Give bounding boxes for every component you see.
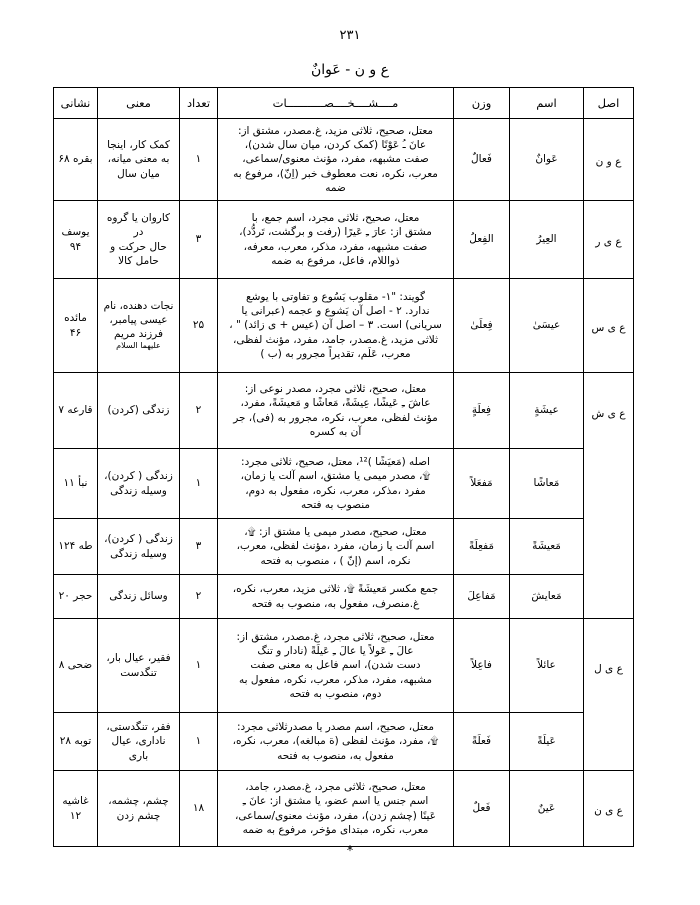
meaning-line: فقر، تنگدستی، (106, 721, 171, 734)
specs-line: معتل، صحیح، مصدر میمی یا مشتق از: ۩، (244, 526, 427, 539)
specs-line: عانَ ـُ عَوْنًا (کمک کردن، میان سال شدن)، (244, 139, 427, 152)
meaning-cell (98, 279, 180, 373)
table-row (54, 619, 634, 713)
location-cell: نبأ ۱۱ (54, 449, 98, 519)
root-cell: ع ی ل (584, 619, 634, 713)
meaning-line: نجات دهنده، نام (103, 299, 174, 312)
count-cell: ۱ (180, 119, 218, 201)
meaning-note: علیهما السلام (116, 341, 161, 351)
specs-line: صفت مشبهه، مفرد، مذکر، معرب، معرفه، (243, 240, 428, 253)
meaning-line: وسائل زندگی (109, 590, 168, 603)
specs-line: معتل، صحیح، ثلاثی مجرد، اسم جمع، با (251, 212, 420, 225)
specs-line: عَینًا (چشم زدن)، مفرد، مؤنث معنوی/سماعی، (235, 809, 436, 822)
specs-cell (218, 373, 454, 449)
pattern-cell: فاعِلاً (454, 619, 510, 713)
pattern-cell: فَعلٌ (454, 771, 510, 847)
specs-line: مفرد ،مذکر، معرب، نکره، مفعول به دوم، (245, 484, 426, 497)
meaning-line: عیسی پیامبر، (109, 314, 168, 327)
footer-mark: * (346, 844, 354, 859)
location-cell: توبه ۲۸ (54, 713, 98, 771)
location-cell: طه ۱۲۴ (54, 519, 98, 575)
specs-line: نکره، اسم (إنّ ) ، منصوب به فتحه (260, 554, 411, 567)
count-cell: ۳ (180, 519, 218, 575)
pattern-cell: فَعالٌ (454, 119, 510, 201)
specs-cell (218, 575, 454, 619)
specs-line: اصله (مَعیَشًا )¹²، معتل، صحیح، ثلاثی مجرد: (241, 456, 430, 469)
meaning-line: میان سال (117, 167, 160, 180)
page-subtitle: ع و ن - عَوانٌ (310, 62, 389, 78)
pattern-cell: فَعلَةً (454, 713, 510, 771)
count-cell: ۲۵ (180, 279, 218, 373)
meaning-cell (98, 619, 180, 713)
root-cell: ع ی ش (584, 373, 634, 449)
specs-line: ۩، مفرد، مؤنث لفظی (ة مبالغه)، معرب، نکره، (232, 735, 439, 748)
specs-cell (218, 713, 454, 771)
specs-line: معرب، نکره، نعت معطوف خبر (اِنّ)، مرفوع به ضمه (233, 167, 438, 194)
meaning-line: حامل کالا (118, 254, 159, 267)
count-cell: ۳ (180, 201, 218, 279)
specs-line: اسم جنس یا اسم عضو، یا مشتق از: عانَ ـِ (242, 795, 429, 808)
meaning-line: چشم، چشمه، (108, 795, 169, 808)
meaning-line: وسیله زندگی (110, 484, 167, 497)
specs-line: معتل، صحیح، اسم مصدر یا مصدرثلاثی مجرد: (237, 721, 434, 734)
meaning-line: حال حرکت و (110, 240, 167, 253)
meaning-cell (98, 449, 180, 519)
meaning-cell (98, 119, 180, 201)
pattern-cell: الفِعلُ (454, 201, 510, 279)
specs-line: غ.منصرف، مفعول به، منصوب به فتحه (251, 597, 420, 610)
pattern-cell: مَفاعِلَ (454, 575, 510, 619)
header-pattern: وزن (454, 88, 510, 119)
meaning-cell (98, 519, 180, 575)
root-cell (584, 449, 634, 519)
table-row (54, 713, 634, 771)
specs-cell (218, 449, 454, 519)
specs-line: عالَ ـِ عَولاً یا عالَ ـِ عَیلَةً (نادار و تنگ (257, 645, 414, 658)
meaning-cell (98, 575, 180, 619)
meaning-cell (98, 771, 180, 847)
specs-line: مفعول به، منصوب به فتحه (277, 749, 394, 762)
header-specs: مــــشــــخــــصـــــــــــات (218, 88, 454, 119)
noun-cell: العِیرُ (510, 201, 584, 279)
specs-line: مشبهه، مفرد، مذکر، معرب، نکره، مفعول به (239, 673, 432, 686)
table-row (54, 575, 634, 619)
specs-cell (218, 771, 454, 847)
specs-cell (218, 619, 454, 713)
noun-cell: عائلاً (510, 619, 584, 713)
table-row (54, 519, 634, 575)
table-row (54, 449, 634, 519)
page-number: ۲۳۱ (339, 28, 361, 43)
specs-line: جمع مکسر مَعیشَةً ۩، ثلاثی مزید، معرب، نکره، (232, 583, 439, 596)
meaning-line: کمک کار، اینجا (107, 139, 170, 152)
location-cell: قارعه ۷ (54, 373, 98, 449)
meaning-line: ناداری، عیال (111, 735, 166, 748)
meaning-cell (98, 201, 180, 279)
specs-cell (218, 119, 454, 201)
header-row (54, 88, 634, 119)
count-cell: ۲ (180, 575, 218, 619)
count-cell: ۱ (180, 449, 218, 519)
meaning-cell (98, 713, 180, 771)
pattern-cell: مَفعِلَةً (454, 519, 510, 575)
count-cell: ۲ (180, 373, 218, 449)
noun-cell: مَعایشَ (510, 575, 584, 619)
specs-line: گویند: "۱- مقلوب یَسُوع و تفاوتی با یوشع (246, 291, 425, 304)
specs-line: معتل، صحیح، ثلاثی مزید، غ.مصدر، مشتق از: (237, 125, 434, 138)
header-meaning: معنی (98, 88, 180, 119)
meaning-line: زندگی (کردن) (107, 404, 170, 417)
lexicon-table (53, 87, 634, 847)
meaning-line: فقیر، عیال بار، (106, 652, 171, 665)
noun-cell: عیسَیٰ (510, 279, 584, 373)
location-cell: غاشیه ۱۲ (54, 771, 98, 847)
specs-line: اسم آلت یا زمان، مفرد ،مؤنث لفظی، معرب، (236, 540, 435, 553)
root-cell: ع ی ن (584, 771, 634, 847)
location-cell: حجر ۲۰ (54, 575, 98, 619)
location-cell: یوسف ۹۴ (54, 201, 98, 279)
specs-line: معتل، صحیح، ثلاثی مجرد، غ.مصدر، جامد، (245, 781, 426, 794)
specs-cell (218, 279, 454, 373)
specs-line: ندارد. ۲ - اصل آن یَشوع و عجمه (عبرانی یا (241, 305, 430, 318)
noun-cell: عَیلَةً (510, 713, 584, 771)
table-row (54, 373, 634, 449)
specs-line: دست شدن)، اسم فاعل به معنی صفت (250, 659, 421, 672)
root-cell: ع ی س (584, 279, 634, 373)
meaning-line: زندگی ( کردن)، (104, 533, 173, 546)
count-cell: ۱۸ (180, 771, 218, 847)
count-cell: ۱ (180, 619, 218, 713)
root-cell (584, 575, 634, 619)
meaning-line: زندگی ( کردن)، (104, 470, 173, 483)
header-count: تعداد (180, 88, 218, 119)
root-cell (584, 713, 634, 771)
pattern-cell: فِعلَیٰ (454, 279, 510, 373)
specs-line: ذواللام، فاعل، مرفوع به ضمه (271, 254, 400, 267)
meaning-cell (98, 373, 180, 449)
specs-line: عاشَ ـِ عَیشًا، عِیشَةً، مَعاشًا و مَعیشَةً، مفرد، (240, 397, 431, 410)
specs-cell (218, 201, 454, 279)
noun-cell: عَینٌ (510, 771, 584, 847)
header-noun: اسم (510, 88, 584, 119)
root-cell (584, 519, 634, 575)
table-row (54, 279, 634, 373)
header-root: اصل (584, 88, 634, 119)
specs-line: سریانی) است. ۳ – اصل آن (عیس + ی زائد) " ، (229, 319, 442, 332)
specs-line: ثلاثی مزید، غ.مصدر، جامد، مفرد، مؤنث لفظی، (233, 333, 438, 346)
specs-line: مؤنث لفظی، معرب، نکره، مجرور به (فی)، جر (233, 411, 438, 424)
table-row (54, 201, 634, 279)
meaning-line: کاروان یا گروه در (106, 212, 171, 239)
root-cell: ع و ن (584, 119, 634, 201)
meaning-line: باری (128, 749, 149, 762)
specs-line: معرب، نکره، مبتدای مؤخر، مرفوع به ضمه (242, 823, 429, 836)
specs-line: ۩، مصدر میمی یا مشتق، اسم آلت یا زمان، (240, 470, 431, 483)
noun-cell: عیشَةٍ (510, 373, 584, 449)
specs-line: معتل، صحیح، ثلاثی مجرد، غ.مصدر، مشتق از: (236, 631, 435, 644)
meaning-line: چشم زدن (116, 809, 161, 822)
meaning-line: تنگدست (120, 666, 157, 679)
specs-line: دوم، منصوب به فتحه (289, 687, 382, 700)
location-cell: بقره ۶۸ (54, 119, 98, 201)
noun-cell: مَعاشًا (510, 449, 584, 519)
specs-line: مشتق از: عارَ ـِ عَیرًا (رفت و برگشت، تَردُّد)، (239, 226, 432, 239)
specs-line: صفت مشبهه، مفرد، مؤنث معنوی/سماعی، (242, 153, 429, 166)
header-location: نشانی (54, 88, 98, 119)
specs-cell (218, 519, 454, 575)
meaning-line: فرزند مریم (114, 328, 163, 341)
table-row (54, 119, 634, 201)
count-cell: ۱ (180, 713, 218, 771)
location-cell: ضحی ۸ (54, 619, 98, 713)
specs-line: آن به کسره (309, 425, 362, 438)
table-row (54, 771, 634, 847)
pattern-cell: فِعلَةٍ (454, 373, 510, 449)
meaning-line: وسیله زندگی (110, 547, 167, 560)
noun-cell: مَعیشَةً (510, 519, 584, 575)
specs-line: منصوب به فتحه (300, 498, 371, 511)
noun-cell: عَوانٌ (510, 119, 584, 201)
specs-line: معتل، صحیح، ثلاثی مجرد، مصدر نوعی از: (244, 383, 427, 396)
meaning-line: به معنی میانه، (107, 153, 170, 166)
pattern-cell: مَفعَلاً (454, 449, 510, 519)
specs-line: معرب، عَلَم، تقدیراً مجرور به (ب ) (260, 347, 411, 360)
location-cell: مائده ۴۶ (54, 279, 98, 373)
root-cell: ع ی ر (584, 201, 634, 279)
